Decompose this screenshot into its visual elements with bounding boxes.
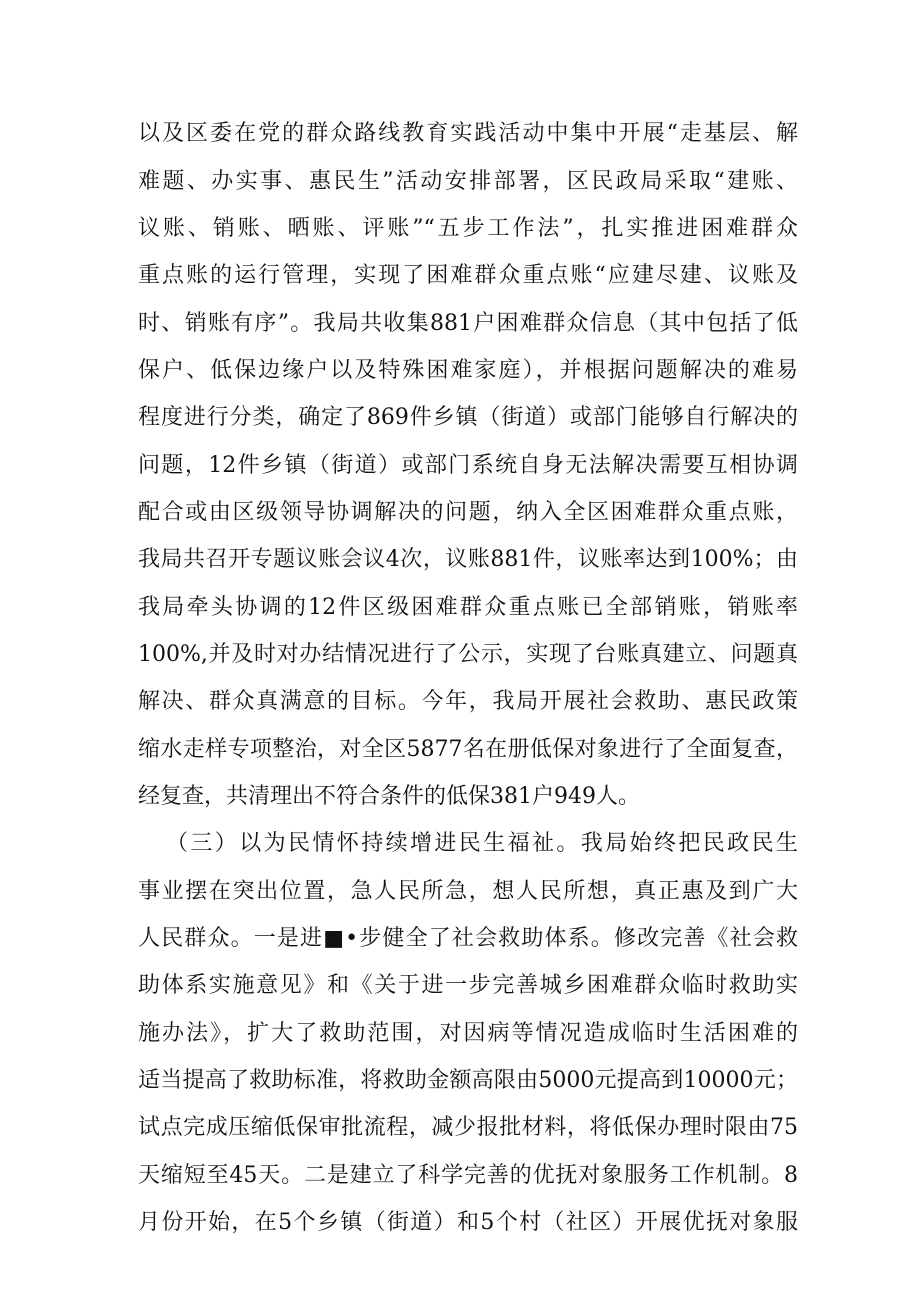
- text-line: 经复查，共清理出不符合条件的低保381户949人。: [138, 784, 640, 809]
- text-line: 问题，12件乡镇（街道）或部门系统自身无法解决需要互相协调: [138, 453, 798, 478]
- text-line: 重点账的运行管理，实现了困难群众重点账“应建尽建、议账及: [138, 263, 798, 288]
- text-line: 我局共召开专题议账会议4次，议账881件，议账率达到100%；由: [138, 547, 798, 572]
- text-line: 解决、群众真满意的目标。今年，我局开展社会救助、惠民政策: [138, 689, 798, 714]
- text-line: 试点完成压缩低保审批流程，减少报批材料，将低保办理时限由75: [138, 1115, 798, 1140]
- text-line: 月份开始，在5个乡镇（街道）和5个村（社区）开展优抚对象服: [138, 1210, 798, 1235]
- text-line: 以及区委在党的群众路线教育实践活动中集中开展“走基层、解: [138, 121, 798, 146]
- text-line: 事业摆在突出位置，急人民所急，想人民所想，真正惠及到广大: [138, 879, 798, 904]
- text-line: 我局牵头协调的12件区级困难群众重点账已全部销账，销账率: [138, 595, 798, 620]
- text-line: 天缩短至45天。二是建立了科学完善的优抚对象服务工作机制。8: [138, 1163, 798, 1188]
- text-line: 保户、低保边缘户以及特殊困难家庭），并根据问题解决的难易: [138, 358, 798, 383]
- text-line: 人民群众。一是进■•步健全了社会救助体系。修改完善《社会救: [138, 926, 798, 951]
- text-line: 议账、销账、晒账、评账”“五步工作法”，扎实推进困难群众: [138, 216, 798, 241]
- text-line: 程度进行分类，确定了869件乡镇（街道）或部门能够自行解决的: [138, 405, 798, 430]
- text-line: 配合或由区级领导协调解决的问题，纳入全区困难群众重点账，: [138, 500, 798, 525]
- text-line: 助体系实施意见》和《关于进一步完善城乡困难群众临时救助实: [138, 973, 798, 998]
- text-line: 缩水走样专项整治，对全区5877名在册低保对象进行了全面复查，: [138, 737, 798, 762]
- text-line: 施办法》，扩大了救助范围，对因病等情况造成临时生活困难的: [138, 1021, 798, 1046]
- text-line: 100%,并及时对办结情况进行了公示，实现了台账真建立、问题真: [138, 642, 798, 667]
- text-line: 适当提高了救助标准，将救助金额高限由5000元提高到10000元；: [138, 1068, 798, 1093]
- text-line: 时、销账有序”。我局共收集881户困难群众信息（其中包括了低: [138, 311, 798, 336]
- text-line: 难题、办实事、惠民生”活动安排部署，区民政局采取“建账、: [138, 169, 798, 194]
- section-heading-line: （三）以为民情怀持续增进民生福祉。我局始终把民政民生: [166, 831, 798, 856]
